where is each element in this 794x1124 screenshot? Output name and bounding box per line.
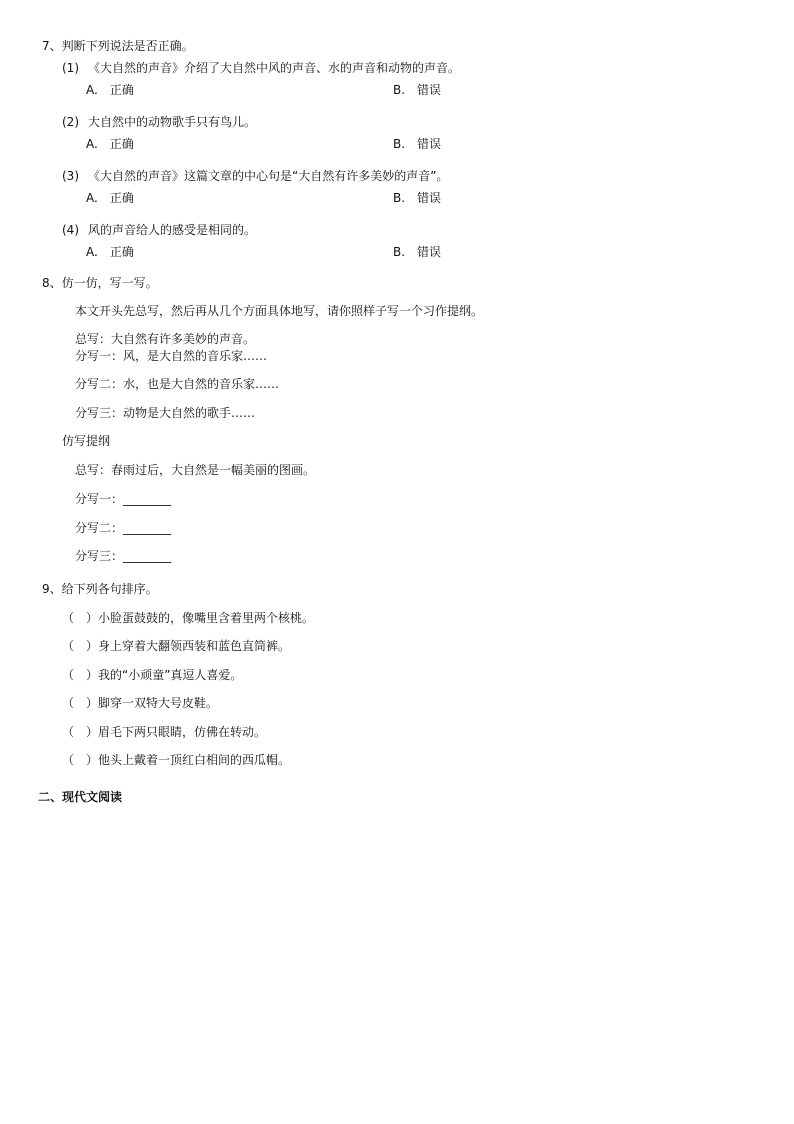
q7-4-text: 风的声音给人的感受是相同的。: [88, 223, 257, 237]
q8-example-part1: 分写一：风，是大自然的音乐家……: [75, 349, 268, 363]
q7-3-text: 《大自然的声音》这篇文章的中心句是“大自然有许多美妙的声音”。: [88, 169, 449, 183]
q7-1-option-a[interactable]: A. 正确: [86, 83, 134, 97]
section-heading: 二、现代文阅读: [38, 790, 123, 804]
q7-3-num: (3): [62, 169, 79, 183]
q7-4-option-b[interactable]: B. 错误: [393, 245, 442, 259]
q8-outline-label: 仿写提纲: [62, 434, 111, 448]
q9-item-5[interactable]: （ ）眉毛下两只眼睛，仿佛在转动。: [62, 725, 267, 739]
q7-4-option-a[interactable]: A. 正确: [86, 245, 134, 259]
q7-2-option-b[interactable]: B. 错误: [393, 137, 442, 151]
q7-1-num: (1): [62, 61, 79, 75]
q8-outline-part2-blank[interactable]: 分写二：________: [75, 521, 172, 535]
q8-outline-summary: 总写：春雨过后，大自然是一幅美丽的图画。: [75, 463, 316, 477]
q9-title: 9、给下列各句排序。: [42, 582, 158, 596]
q9-item-4[interactable]: （ ）脚穿一双特大号皮鞋。: [62, 696, 219, 710]
q7-1-text: 《大自然的声音》介绍了大自然中风的声音、水的声音和动物的声音。: [88, 61, 461, 75]
q7-title: 7、判断下列说法是否正确。: [42, 39, 194, 53]
q8-example-part3: 分写三：动物是大自然的歌手……: [75, 406, 256, 420]
q7-2-text: 大自然中的动物歌手只有鸟儿。: [88, 115, 257, 129]
q8-outline-part1-blank[interactable]: 分写一：________: [75, 492, 172, 506]
q9-item-3[interactable]: （ ）我的“小顽童”真逗人喜爱。: [62, 668, 243, 682]
q9-item-2[interactable]: （ ）身上穿着大翻领西装和蓝色直筒裤。: [62, 639, 291, 653]
q7-2-num: (2): [62, 115, 79, 129]
q9-item-6[interactable]: （ ）他头上戴着一顶红白相间的西瓜帽。: [62, 753, 291, 767]
q9-item-1[interactable]: （ ）小脸蛋鼓鼓的，像嘴里含着里两个核桃。: [62, 611, 315, 625]
q8-title: 8、仿一仿，写一写。: [42, 276, 158, 290]
q7-1-option-b[interactable]: B. 错误: [393, 83, 442, 97]
q8-example-summary: 总写：大自然有许多美妙的声音。: [75, 332, 256, 346]
q7-4-num: (4): [62, 223, 79, 237]
q8-example-part2: 分写二：水，也是大自然的音乐家……: [75, 377, 280, 391]
q7-2-option-a[interactable]: A. 正确: [86, 137, 134, 151]
q8-intro: 本文开头先总写，然后再从几个方面具体地写，请你照样子写一个习作提纲。: [75, 304, 484, 318]
q8-outline-part3-blank[interactable]: 分写三：________: [75, 549, 172, 563]
q7-3-option-a[interactable]: A. 正确: [86, 191, 134, 205]
q7-3-option-b[interactable]: B. 错误: [393, 191, 442, 205]
